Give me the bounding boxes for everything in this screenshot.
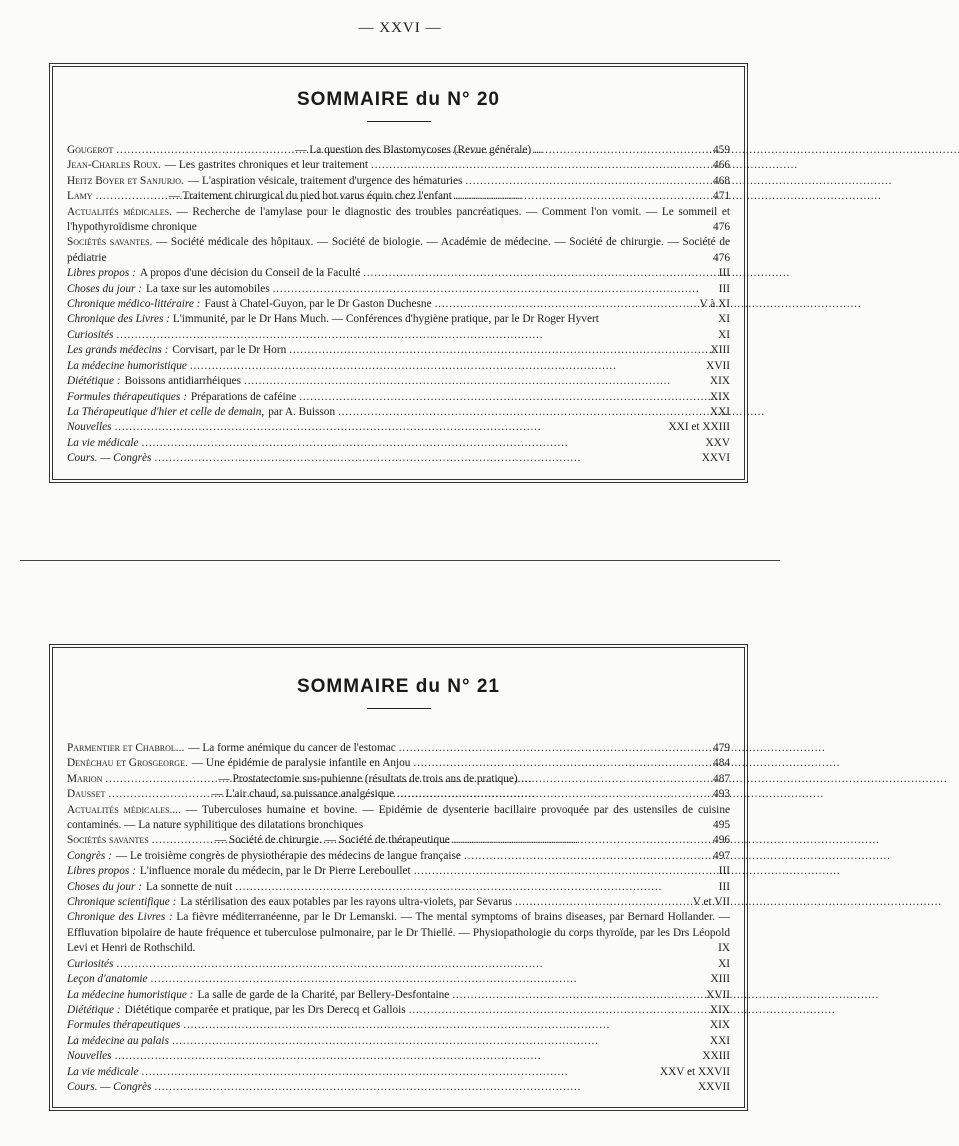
entry-author: Actualités médicales. [67, 205, 172, 218]
entry-title: — Prostatectomie sus-pubienne (résultats de trois ans de pratique) [218, 772, 518, 785]
entry-rubric: Libres propos : [67, 267, 136, 280]
toc-entry [67, 143, 730, 158]
entry-page: III [718, 880, 730, 893]
entry-page: XI [718, 957, 730, 970]
toc-entry [67, 436, 730, 451]
leader-dots [371, 158, 710, 173]
leader-dots [465, 174, 710, 189]
leader-dots [152, 833, 212, 848]
entry-author: Heitz Boyer et Sanjurjo. [67, 174, 184, 187]
entry-page: XIX [709, 390, 730, 403]
entry-rubric: Congrès : [67, 849, 112, 862]
entry-rubric: Diététique : [67, 1003, 121, 1016]
summary-20-entries [67, 143, 730, 467]
entry-page: XIX [709, 1003, 730, 1016]
summary-20-title: SOMMAIRE du N° 20 [296, 89, 500, 110]
entry-title: Faust à Chatel-Guyon, par le Dr Gaston Duchesne [204, 298, 432, 311]
toc-entry [67, 988, 730, 1003]
leader-dots [235, 880, 715, 895]
summary-21-box [52, 647, 745, 1108]
toc-entry [67, 803, 730, 834]
entry-title: — Société de chirurgie. — Société de thérapeutique [214, 834, 450, 847]
entry-rubric: Diététique : [67, 375, 121, 388]
entry-author: Lamy [67, 190, 93, 203]
entry-page: 479 [713, 742, 730, 754]
summary-21-entries [67, 741, 730, 1095]
toc-entry [67, 451, 730, 466]
entry-page: 495 [713, 819, 730, 832]
leader-dots [96, 189, 166, 204]
toc-entry [67, 787, 730, 802]
entry-rubric: Libres propos : [67, 865, 136, 878]
entry-page: 476 [713, 251, 730, 264]
entry-page: XXIII [702, 1050, 730, 1063]
entry-title: — La forme anémique du cancer de l'estomac [188, 742, 396, 754]
toc-entry [67, 312, 730, 327]
entry-page: XXI [709, 1034, 730, 1047]
entry-rubric: Cours. — Congrès [67, 452, 152, 465]
entry-title: — Le troisième congrès de physiothérapie des médecins de langue française [115, 849, 461, 862]
entry-title: La salle de garde de la Charité, par Bellery-Desfontaine [197, 988, 450, 1001]
toc-entry [67, 390, 730, 405]
leader-dots [414, 864, 716, 879]
leader-dots [521, 772, 710, 787]
entry-rubric: La médecine au palais [67, 1034, 169, 1047]
entry-page: XVII [706, 359, 730, 372]
entry-rubric: Curiosités [67, 328, 114, 341]
entry-title: — Recherche de l'amylase pour le diagnostic des troubles pancréatiques. — Comment l'on vomit. — Le sommeil et l'hypothyroïdisme chronique [67, 205, 731, 234]
entry-title: La stérilisation des eaux potables par les rayons ultra-violets, par Sevarus [180, 896, 512, 909]
entry-page: 493 [713, 788, 730, 801]
toc-entry [67, 1049, 730, 1064]
entry-author: Dausset [67, 788, 106, 801]
toc-entry [67, 849, 730, 864]
toc-entry [67, 1065, 730, 1080]
leader-dots [142, 1065, 657, 1080]
entry-title: A propos d'une décision du Conseil de la Faculté [139, 267, 361, 280]
toc-entry [67, 833, 730, 848]
leader-dots [142, 436, 703, 451]
toc-entry [67, 910, 730, 956]
toc-entry [67, 328, 730, 343]
toc-entry [67, 756, 730, 771]
entry-rubric: Curiosités [67, 957, 114, 970]
leader-dots [108, 787, 208, 802]
toc-entry [67, 235, 730, 266]
entry-title: L'influence morale du médecin, par le Dr Pierre Lereboullet [139, 865, 411, 878]
entry-rubric: La Thérapeutique d'hier et celle de demain, [67, 405, 265, 418]
entry-title: — La question des Blastomycoses (Revue générale) [295, 144, 532, 156]
entry-rubric: Choses du jour : [67, 880, 143, 893]
leader-dots [172, 1034, 707, 1049]
entry-rubric: Formules thérapeutiques : [67, 390, 187, 403]
title-rule [367, 121, 431, 122]
entry-author: Sociétés savantes. [67, 236, 153, 249]
toc-entry [67, 297, 730, 312]
entry-page: XI [718, 328, 730, 341]
entry-page: XI [718, 313, 730, 326]
entry-title: Corvisart, par le Dr Horn [172, 344, 287, 357]
leader-dots [105, 772, 215, 787]
toc-entry [67, 972, 730, 987]
leader-dots [453, 833, 710, 848]
toc-entry [67, 1003, 730, 1018]
leader-dots [338, 405, 707, 420]
entry-page: III [718, 865, 730, 878]
toc-entry [67, 374, 730, 389]
toc-entry [67, 895, 730, 910]
toc-entry [67, 205, 730, 236]
leader-dots [413, 756, 710, 771]
entry-page: XXI et XXIII [668, 421, 730, 434]
entry-page: 484 [713, 757, 730, 770]
leader-dots [190, 359, 703, 374]
title-rule [367, 708, 431, 709]
toc-entry [67, 1018, 730, 1033]
entry-title: — Les gastrites chroniques et leur traitement [164, 159, 369, 172]
entry-rubric: Leçon d'anatomie [67, 973, 148, 986]
entry-page: 497 [713, 849, 730, 862]
toc-entry [67, 864, 730, 879]
leader-dots [154, 1080, 695, 1095]
entry-page: 487 [713, 772, 730, 785]
entry-rubric: Chronique scientifique : [67, 896, 177, 909]
leader-dots [244, 374, 707, 389]
entry-title: — Société médicale des hôpitaux. — Société de biologie. — Académie de médecine. — Société de chirurgie. — Société de pédiatrie [67, 236, 730, 264]
entry-title: L'immunité, par le Dr Hans Much. — Conférences d'hygiène pratique, par le Dr Roger Hyvert [172, 313, 599, 326]
section-divider [20, 560, 780, 561]
toc-entry [67, 343, 730, 358]
toc-entry [67, 282, 730, 297]
entry-rubric: Chronique des Livres : [67, 911, 173, 924]
entry-author: Denéchau et Grosgeorge. [67, 757, 188, 770]
summary-20-box [52, 66, 745, 480]
entry-page: 471 [713, 190, 730, 203]
entry-page: XIII [710, 344, 730, 357]
entry-rubric: La médecine humoristique [67, 359, 187, 372]
entry-author: Actualités médicales.... [67, 803, 181, 816]
entry-rubric: Chronique médico-littéraire : [67, 298, 201, 311]
entry-page: 468 [713, 174, 730, 187]
leader-dots [115, 1049, 700, 1064]
entry-author: Parmentier et Chabrol... [67, 742, 185, 754]
toc-entry [67, 359, 730, 374]
entry-title: La taxe sur les automobiles [146, 282, 270, 295]
entry-rubric: Formules thérapeutiques [67, 1019, 181, 1032]
summary-21-title: SOMMAIRE du N° 21 [296, 676, 500, 697]
entry-title: Diététique comparée et pratique, par les Drs Derecq et Gallois [124, 1003, 406, 1016]
toc-entry [67, 266, 730, 281]
entry-page: XXVI [701, 452, 730, 465]
entry-page: XIX [709, 1019, 730, 1032]
entry-author: Jean-Charles Roux. [67, 159, 161, 172]
entry-title: — L'air chaud, sa puissance analgésique [211, 788, 395, 801]
entry-page: XXVII [698, 1080, 730, 1093]
toc-entry [67, 741, 730, 756]
leader-dots [399, 741, 710, 756]
entry-page: XXV [705, 436, 730, 449]
leader-dots [151, 972, 708, 987]
entry-title: — Tuberculoses humaine et bovine. — Epidémie de dysenterie bacillaire provoquée par des ustensiles de cuisine contaminés. — La nature syphilitique des dilatations bronchiques [67, 803, 730, 832]
leader-dots [299, 390, 707, 405]
toc-entry [67, 189, 730, 204]
entry-page: XXV et XXVII [659, 1065, 730, 1078]
entry-author: Gougerot [67, 144, 114, 156]
entry-rubric: Les grands médecins : [67, 344, 169, 357]
entry-page: XIX [709, 375, 730, 388]
toc-entry [67, 174, 730, 189]
entry-title: par A. Buisson [268, 405, 336, 418]
toc-entry [67, 420, 730, 435]
leader-dots [435, 297, 697, 312]
entry-rubric: La médecine humoristique : [67, 988, 194, 1001]
entry-title: La sonnette de nuit [146, 880, 233, 893]
entry-rubric: La vie médicale [67, 1065, 139, 1078]
leader-dots [464, 849, 710, 864]
leader-dots [363, 266, 715, 281]
entry-page: V et VII [692, 896, 730, 909]
leader-dots [452, 988, 703, 1003]
toc-entry [67, 1080, 730, 1095]
entry-title: — Traitement chirurgical du pied bot varus équin chez l'enfant [168, 190, 452, 203]
leader-dots [116, 143, 292, 158]
entry-page: IX [718, 942, 730, 955]
leader-dots [183, 1018, 707, 1033]
entry-title: Boissons antidiarrhéiques [124, 375, 242, 388]
entry-page: III [718, 282, 730, 295]
leader-dots [409, 1003, 707, 1018]
entry-rubric: Cours. — Congrès [67, 1080, 152, 1093]
leader-dots [534, 143, 710, 158]
entry-title: La fièvre méditerranéenne, par le Dr Lemanski. — The mental symptoms of brains diseases, par Bernard Hollander. — Effluvation bipolaire de haute fréquence et tuberculose pulmonaire, par le Dr Thiellé. — Physiopathologie du corps thyroïde, par les Drs Léopold Levi et Henri de Rothschild. [67, 911, 730, 955]
entry-page: XXI [709, 405, 730, 418]
leader-dots [515, 895, 690, 910]
entry-page: 476 [713, 221, 730, 234]
leader-dots [116, 957, 715, 972]
entry-rubric: Choses du jour : [67, 282, 143, 295]
entry-page: V à XI [699, 298, 730, 311]
toc-entry [67, 957, 730, 972]
entry-page: XVII [706, 988, 730, 1001]
entry-title: — L'aspiration vésicale, traitement d'urgence des hématuries [187, 174, 463, 187]
leader-dots [397, 787, 710, 802]
entry-page: 466 [713, 159, 730, 172]
entry-rubric: Chronique des Livres : [67, 313, 171, 326]
toc-entry [67, 405, 730, 420]
entry-author: Sociétés savantes [67, 834, 149, 847]
entry-page: 459 [713, 144, 730, 156]
entry-page: III [718, 267, 730, 280]
leader-dots [154, 451, 698, 466]
entry-author: Marion [67, 772, 103, 785]
leader-dots [455, 189, 710, 204]
toc-entry [67, 158, 730, 173]
toc-entry [67, 772, 730, 787]
leader-dots [115, 420, 666, 435]
entry-rubric: La vie médicale [67, 436, 139, 449]
entry-title: Préparations de caféine [190, 390, 297, 403]
entry-rubric: Nouvelles [67, 421, 112, 434]
entry-page: XIII [710, 973, 730, 986]
leader-dots [289, 343, 707, 358]
toc-entry [67, 880, 730, 895]
entry-title: — Une épidémie de paralysie infantile en Anjou [191, 757, 411, 770]
page-number: — XXVI — [358, 20, 442, 36]
toc-entry [67, 1034, 730, 1049]
leader-dots [273, 282, 716, 297]
entry-rubric: Nouvelles [67, 1050, 112, 1063]
leader-dots [116, 328, 715, 343]
entry-page: 496 [713, 834, 730, 847]
